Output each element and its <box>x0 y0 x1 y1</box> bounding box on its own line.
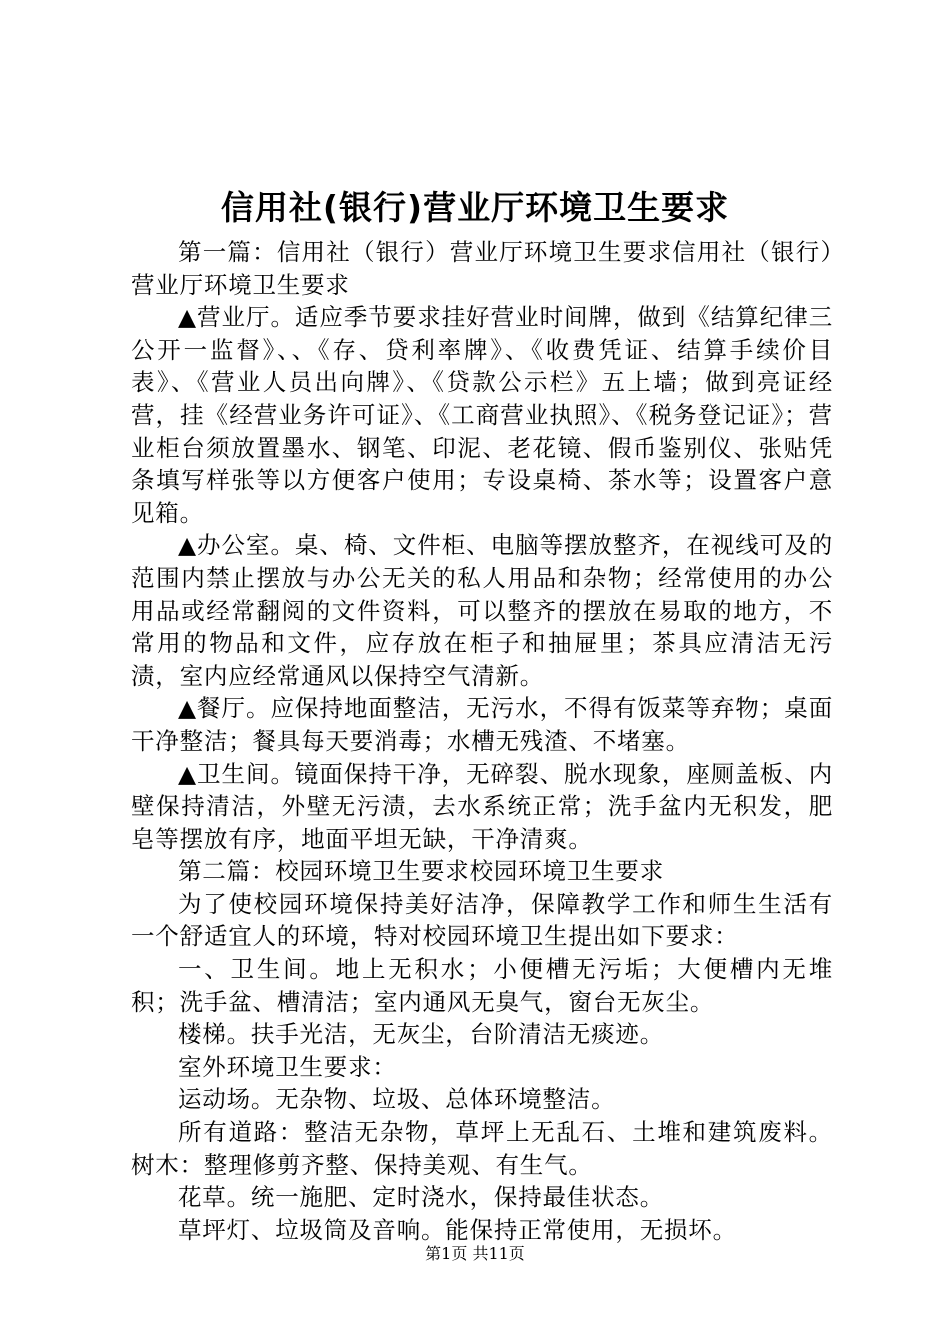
paragraph-8: 一、卫生间。地上无积水；小便槽无污垢；大便槽内无堆积；洗手盆、槽清洁；室内通风无臭气，窗台无灰尘。 <box>131 955 833 1016</box>
paragraph-12: 所有道路：整洁无杂物，草坪上无乱石、土堆和建筑废料。树木：整理修剪齐整、保持美观、有生气。 <box>131 1118 833 1179</box>
paragraph-13: 花草。统一施肥、定时浇水，保持最佳状态。 <box>178 1183 664 1212</box>
paragraph-7: 为了使校园环境保持美好洁净，保障教学工作和师生生活有一个舒适宜人的环境，特对校园环境卫生提出如下要求： <box>131 889 833 951</box>
paragraph-1: 第一篇：信用社（银行）营业厅环境卫生要求信用社（银行）营业厅环境卫生要求 <box>131 238 833 299</box>
paragraph-11: 运动场。无杂物、垃圾、总体环境整洁。 <box>178 1085 616 1114</box>
paragraph-10: 室外环境卫生要求： <box>178 1052 397 1081</box>
paragraph-3: ▲办公室。桌、椅、文件柜、电脑等摆放整齐，在视线可及的范围内禁止摆放与办公无关的私人用品和杂物；经常使用的办公用品或经常翻阅的文件资料，可以整齐的摆放在易取的地方，不常用的物品和文件，应存放在柜子和抽屉里；茶具应清洁无污渍，室内应经常通风以保持空气清新。 <box>131 531 833 690</box>
document-body <box>131 236 833 1246</box>
paragraph-9: 楼梯。扶手光洁，无灰尘，台阶清洁无痰迹。 <box>178 1020 664 1049</box>
paragraph-4: ▲餐厅。应保持地面整洁，无污水，不得有饭菜等弃物；桌面干净整洁；餐具每天要消毒；水槽无残渣、不堵塞。 <box>131 694 833 755</box>
paragraph-5: ▲卫生间。镜面保持干净，无碎裂、脱水现象，座厕盖板、内壁保持清洁，外壁无污渍，去水系统正常；洗手盆内无积发，肥皂等摆放有序，地面平坦无缺，干净清爽。 <box>131 759 833 853</box>
document-title: 信用社(银行)营业厅环境卫生要求 <box>220 188 730 227</box>
paragraph-6: 第二篇：校园环境卫生要求校园环境卫生要求 <box>178 857 664 886</box>
page-footer: 第1页 共11页 <box>425 1244 525 1263</box>
paragraph-14: 草坪灯、垃圾筒及音响。能保持正常使用，无损坏。 <box>178 1215 737 1244</box>
paragraph-2: ▲营业厅。适应季节要求挂好营业时间牌，做到《结算纪律三公开一监督》、、《存、贷利率牌》、《收费凭证、结算手续价目表》、《营业人员出向牌》、《贷款公示栏》五上墙；做到亮证经营，挂《经营业务许可证》、《工商营业执照》、《税务登记证》；营业柜台须放置墨水、钢笔、印泥、老花镜、假币鉴别仪、张贴凭条填写样张等以方便客户使用；专设桌椅、茶水等；设置客户意见箱。 <box>131 303 833 527</box>
